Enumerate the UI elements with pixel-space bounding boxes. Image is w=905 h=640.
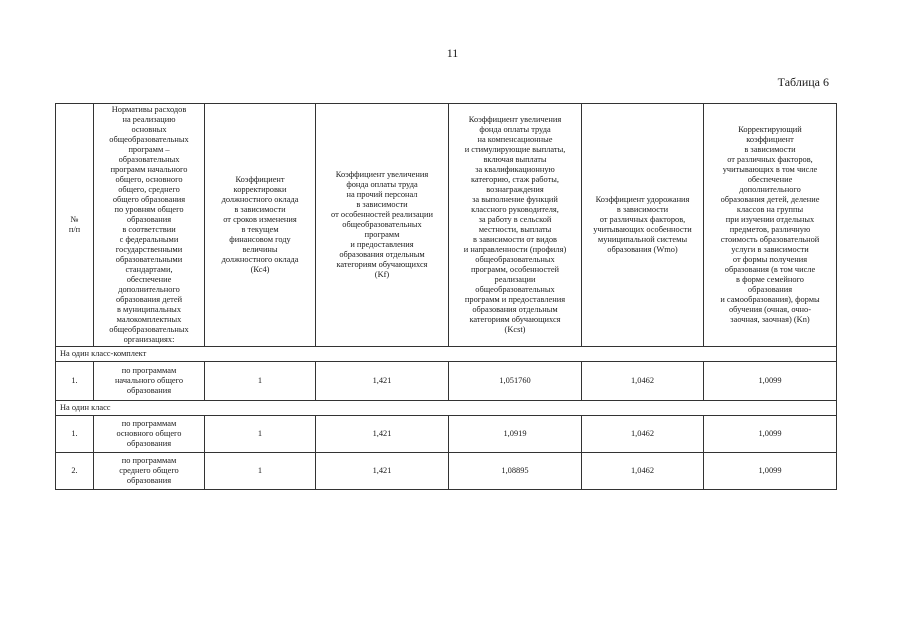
header-wmo: Коэффициент удорожания в зависимости от различных факторов, учитывающих особенности муниципальной системы образования (Wmo): [582, 104, 704, 347]
row-kcst: 1,08895: [449, 453, 582, 490]
header-kf: Коэффициент увеличения фонда оплаты труда на прочий персонал в зависимости от особенностей реализации общеобразовательных программ и предоставления образования отдельным категориям обучающихся (Kf): [316, 104, 449, 347]
header-kn: Корректирующий коэффициент в зависимости от различных факторов, учитывающих в том числе обеспечение дополнительного образования детей, деление классов на группы при изучении отдельных предметов, различную стоимость образовательной услуги в зависимости от формы получения образования (в том числе в форме семейного образования и самообразования), формы обучения (очная, очно- заочная, заочная) (Kn): [704, 104, 837, 347]
row-kn: 1,0099: [704, 416, 837, 453]
row-kf: 1,421: [316, 416, 449, 453]
header-number: № п/п: [56, 104, 94, 347]
row-kcst: 1,0919: [449, 416, 582, 453]
row-kf: 1,421: [316, 453, 449, 490]
header-kc4: Коэффициент корректировки должностного оклада в зависимости от сроков изменения в текущем финансовом году величины должностного оклада (Кс4): [205, 104, 316, 347]
row-wmo: 1,0462: [582, 416, 704, 453]
section-title: На один класс: [56, 401, 837, 416]
section-row: [56, 401, 837, 416]
table-row: [56, 453, 837, 490]
row-kf: 1,421: [316, 362, 449, 401]
row-program: по программам среднего общего образования: [94, 453, 205, 490]
row-kn: 1,0099: [704, 453, 837, 490]
page-number: 11: [446, 46, 459, 60]
row-program: по программам основного общего образования: [94, 416, 205, 453]
row-program: по программам начального общего образования: [94, 362, 205, 401]
row-kcst: 1,051760: [449, 362, 582, 401]
row-kc4: 1: [205, 416, 316, 453]
row-number: 2.: [56, 453, 94, 490]
header-kcst: Коэффициент увеличения фонда оплаты труда на компенсационные и стимулирующие выплаты, включая выплаты за квалификационную категорию, стаж работы, вознаграждения за выполнение функций классного руководителя, за работу в сельской местности, выплаты в зависимости от видов и направленности (профиля) общеобразовательных программ, особенностей реализации общеобразовательных программ и предоставления образования отдельным категориям обучающихся (Kcst): [449, 104, 582, 347]
table-header-row: [56, 104, 837, 347]
row-kc4: 1: [205, 453, 316, 490]
row-number: 1.: [56, 362, 94, 401]
table-row: [56, 362, 837, 401]
row-kn: 1,0099: [704, 362, 837, 401]
row-number: 1.: [56, 416, 94, 453]
row-wmo: 1,0462: [582, 362, 704, 401]
table-label: Таблица 6: [777, 75, 829, 89]
row-kc4: 1: [205, 362, 316, 401]
row-wmo: 1,0462: [582, 453, 704, 490]
table-row: [56, 416, 837, 453]
section-row: [56, 347, 837, 362]
header-norms: Нормативы расходов на реализацию основных общеобразовательных программ – образовательных программ начального общего, основного общего, среднего общего образования по уровням общего образования в соответствии с федеральными государственными образовательными стандартами, обеспечение дополнительного образования детей в муниципальных малокомплектных общеобразовательных организациях:: [94, 104, 205, 347]
coefficients-table: [55, 103, 837, 490]
section-title: На один класс-комплект: [56, 347, 837, 362]
